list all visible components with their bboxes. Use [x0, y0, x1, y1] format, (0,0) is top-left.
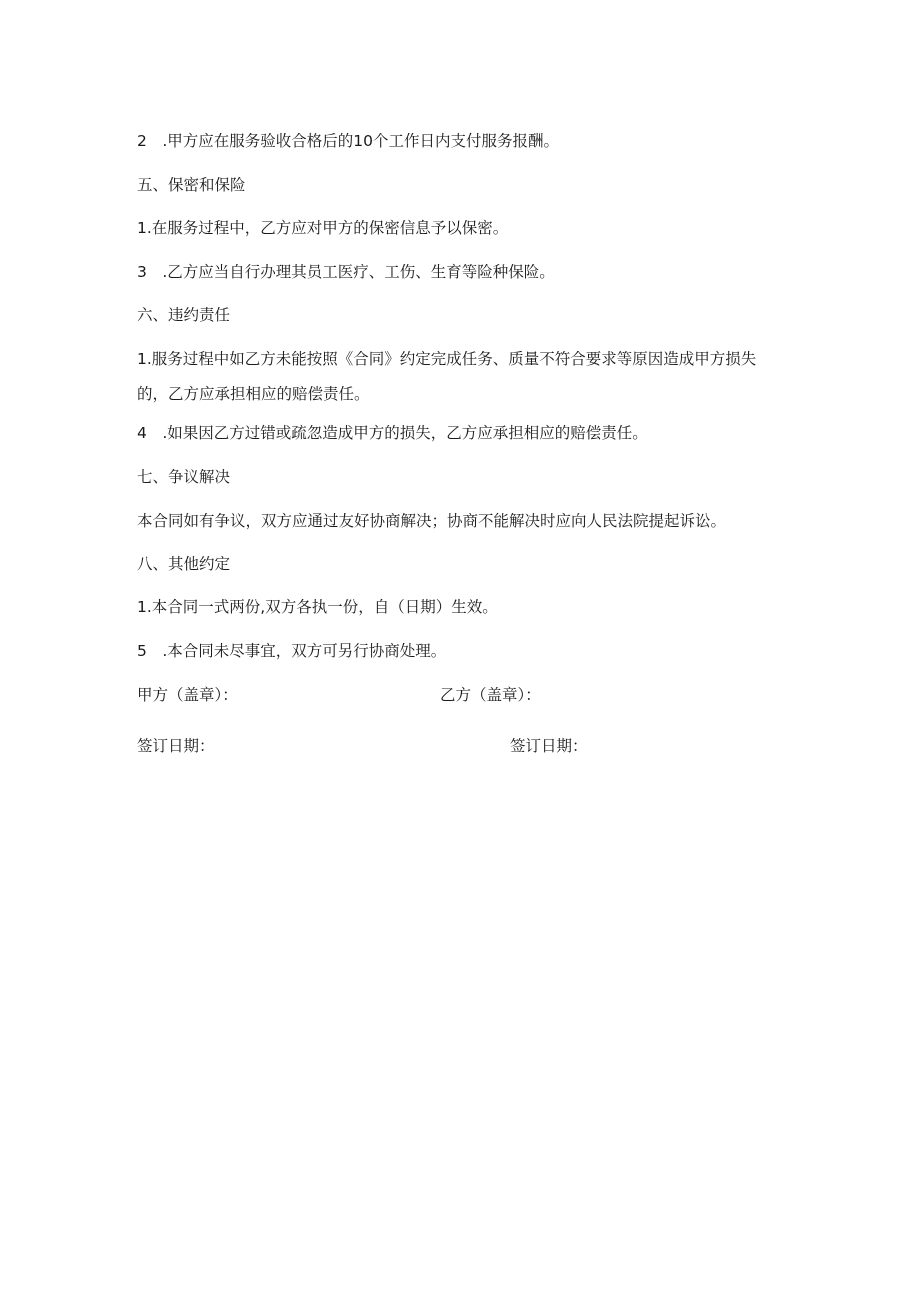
clause-liability-compensation: 1.服务过程中如乙方未能按照《合同》约定完成任务、质量不符合要求等原因造成甲方损失的，乙方应承担相应的赔偿责任。	[137, 350, 757, 403]
clause-insurance: 3 .乙方应当自行办理其员工医疗、工伤、生育等险种保险。	[137, 263, 555, 281]
clause-dispute: 本合同如有争议，双方应通过友好协商解决；协商不能解决时应向人民法院提起诉讼。	[137, 512, 727, 530]
section-heading-confidentiality: 五、保密和保险	[137, 176, 246, 194]
clause-liability-fault: 4 .如果因乙方过错或疏忽造成甲方的损失，乙方应承担相应的赔偿责任。	[137, 424, 648, 442]
section-heading-other: 八、其他约定	[137, 555, 231, 573]
clause-confidentiality: 1.在服务过程中，乙方应对甲方的保密信息予以保密。	[137, 219, 509, 237]
section-heading-dispute: 七、争议解决	[137, 468, 231, 486]
section-heading-liability: 六、违约责任	[137, 306, 231, 324]
party-a-date-label: 签订日期：	[137, 737, 215, 755]
clause-unresolved-matters: 5 .本合同未尽事宜，双方可另行协商处理。	[137, 642, 447, 660]
party-b-date-label: 签订日期：	[510, 737, 588, 755]
party-a-seal-label: 甲方（盖章）：	[137, 686, 238, 704]
clause-payment: 2 .甲方应在服务验收合格后的10个工作日内支付服务报酬。	[137, 132, 560, 150]
party-b-seal-label: 乙方（盖章）：	[440, 686, 541, 704]
clause-copies: 1.本合同一式两份,双方各执一份，自（日期）生效。	[137, 598, 498, 616]
